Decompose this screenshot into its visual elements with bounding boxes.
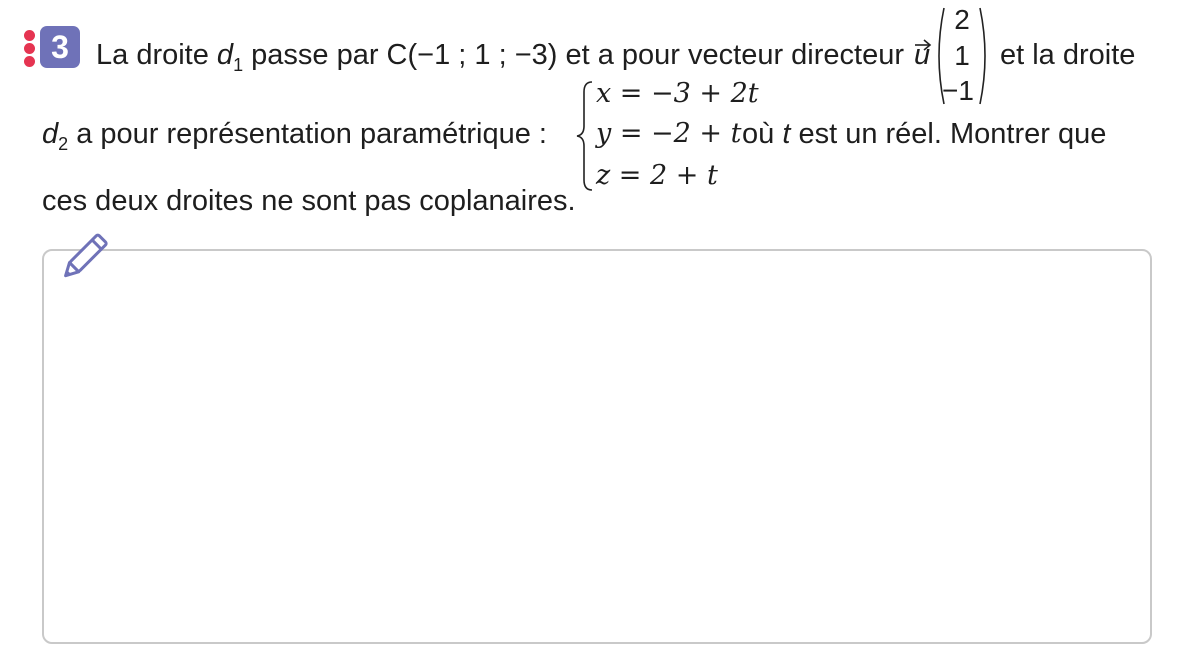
statement-line-1-end: et la droite <box>1000 39 1136 71</box>
text-segment: est un réel. Montrer que <box>790 118 1107 150</box>
equation-z: z = 2 + t <box>596 160 718 191</box>
equation-x: x = −3 + 2t <box>596 78 759 109</box>
right-parenthesis <box>978 6 992 106</box>
exercise-badge <box>18 26 88 70</box>
line-name-d2: d <box>42 118 59 150</box>
point-coordinates: (−1 ; 1 ; −3) <box>407 39 558 71</box>
exercise-number: 3 <box>40 26 80 68</box>
statement-line-1 <box>96 38 904 75</box>
subscript: 1 <box>233 55 244 75</box>
parameter-t: t <box>782 118 791 150</box>
text-segment: a pour représentation paramétrique : <box>68 118 547 150</box>
statement-line-2-end <box>742 117 1106 151</box>
text-segment: et a pour vecteur directeur <box>557 39 904 71</box>
subscript: 2 <box>58 134 69 154</box>
statement-line-2 <box>42 117 547 154</box>
statement-line-3: ces deux droites ne sont pas coplanaires. <box>42 185 576 217</box>
vector-letter: u <box>914 39 931 71</box>
line-name-d1: d <box>216 39 234 71</box>
difficulty-dot <box>24 43 35 54</box>
equation-y: y = −2 + t <box>596 118 742 149</box>
vector-u <box>912 36 932 76</box>
text-segment: passe par C <box>243 39 408 71</box>
vector-component: −1 <box>942 75 974 106</box>
text-segment: La droite <box>96 39 217 71</box>
difficulty-dot <box>24 56 35 67</box>
difficulty-dot <box>24 30 35 41</box>
pencil-icon <box>60 226 120 278</box>
answer-box[interactable] <box>42 249 1152 644</box>
vector-component: 1 <box>954 40 970 71</box>
vector-component: 2 <box>954 4 970 35</box>
text-segment: où <box>742 118 783 150</box>
system-brace <box>574 80 596 192</box>
